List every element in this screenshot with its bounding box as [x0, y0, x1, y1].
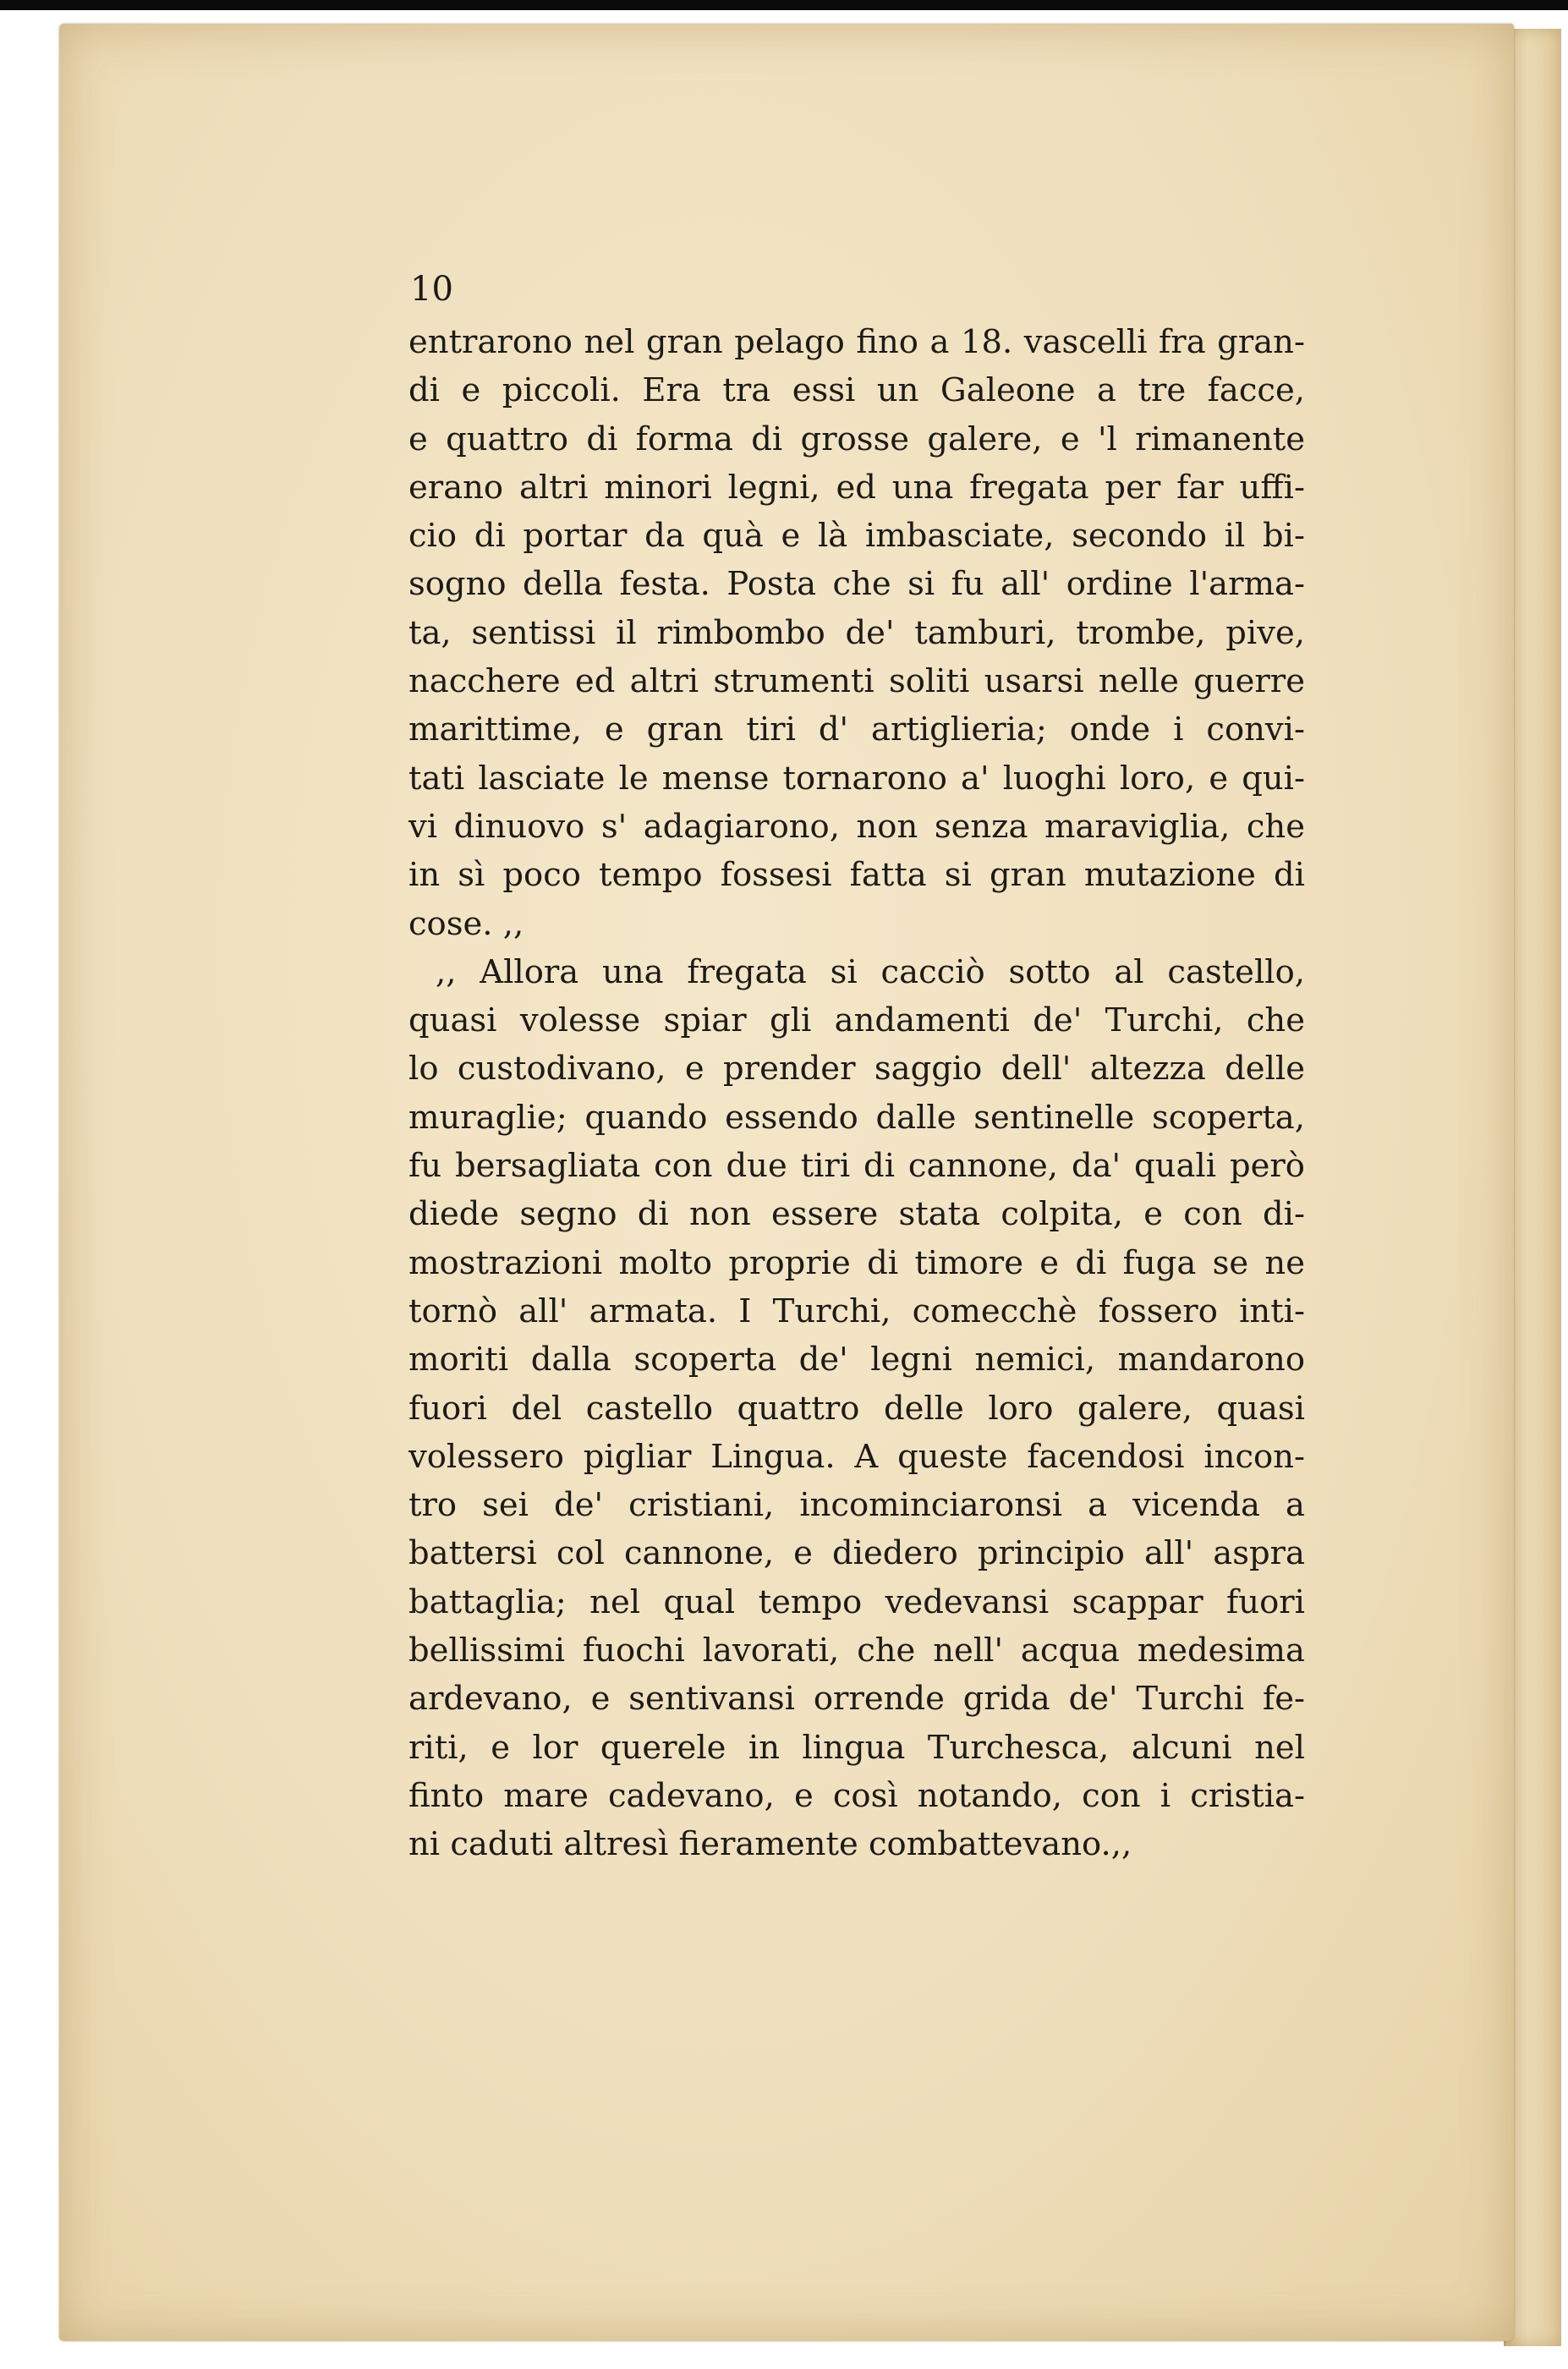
text-line: di e piccoli. Era tra essi un Galeone a tre facce, [408, 371, 1305, 410]
text-line: battaglia; nel qual tempo vedevansi scappar fuori [408, 1582, 1305, 1621]
text-line: finto mare cadevano, e così notando, con i cristia- [408, 1776, 1305, 1815]
text-line: entrarono nel gran pelago fino a 18. vascelli fra gran- [408, 323, 1305, 361]
text-line: bellissimi fuochi lavorati, che nell' acqua medesima [408, 1631, 1305, 1670]
text-line: muraglie; quando essendo dalle sentinelle scoperta, [408, 1098, 1305, 1137]
text-line: ni caduti altresì fieramente combattevano.,, [408, 1825, 1132, 1864]
text-line: vi dinuovo s' adagiarono, non senza maraviglia, che [408, 807, 1305, 846]
text-line: ardevano, e sentivansi orrende grida de' Turchi fe- [408, 1680, 1305, 1719]
text-line: fu bersagliata con due tiri di cannone, da' quali però [408, 1147, 1305, 1186]
text-line: nacchere ed altri strumenti soliti usarsi nelle guerre [408, 662, 1305, 701]
text-line: battersi col cannone, e diedero principio all' aspra [408, 1534, 1305, 1573]
text-line: tornò all' armata. I Turchi, comecchè fossero inti- [408, 1291, 1305, 1330]
text-line: ta, sentissi il rimbombo de' tamburi, trombe, pive, [408, 613, 1305, 652]
top-border-strip [0, 0, 1568, 10]
text-line: volessero pigliar Lingua. A queste facendosi incon- [408, 1437, 1305, 1476]
text-line: ,, Allora una fregata si cacciò sotto al castello, [436, 952, 1305, 991]
text-line: erano altri minori legni, ed una fregata per far uffi- [408, 468, 1305, 507]
text-line: tati lasciate le mense tornarono a' luoghi loro, e qui- [408, 759, 1305, 798]
text-line: in sì poco tempo fossesi fatta si gran mutazione di [408, 856, 1305, 895]
text-line: e quattro di forma di grosse galere, e 'l rimanente [408, 420, 1305, 458]
text-line: cio di portar da quà e là imbasciate, secondo il bi- [408, 517, 1305, 556]
page-number: 10 [410, 270, 453, 309]
text-line: moriti dalla scoperta de' legni nemici, mandarono [408, 1341, 1305, 1379]
text-line: sogno della festa. Posta che si fu all' ordine l'arma- [408, 565, 1305, 604]
text-line: fuori del castello quattro delle loro galere, quasi [408, 1389, 1305, 1428]
text-line: lo custodivano, e prender saggio dell' altezza delle [408, 1050, 1305, 1089]
text-line: cose. ,, [408, 904, 524, 943]
text-line: quasi volesse spiar gli andamenti de' Turchi, che [408, 1001, 1305, 1040]
text-line: diede segno di non essere stata colpita, e con di- [408, 1195, 1305, 1234]
text-line: marittime, e gran tiri d' artiglieria; onde i convi- [408, 710, 1305, 749]
text-line: mostrazioni molto proprie di timore e di fuga se ne [408, 1243, 1305, 1282]
text-line: riti, e lor querele in lingua Turchesca, alcuni nel [408, 1728, 1305, 1767]
body-text [408, 318, 1305, 1869]
text-line: tro sei de' cristiani, incominciaronsi a vicenda a [408, 1486, 1305, 1525]
